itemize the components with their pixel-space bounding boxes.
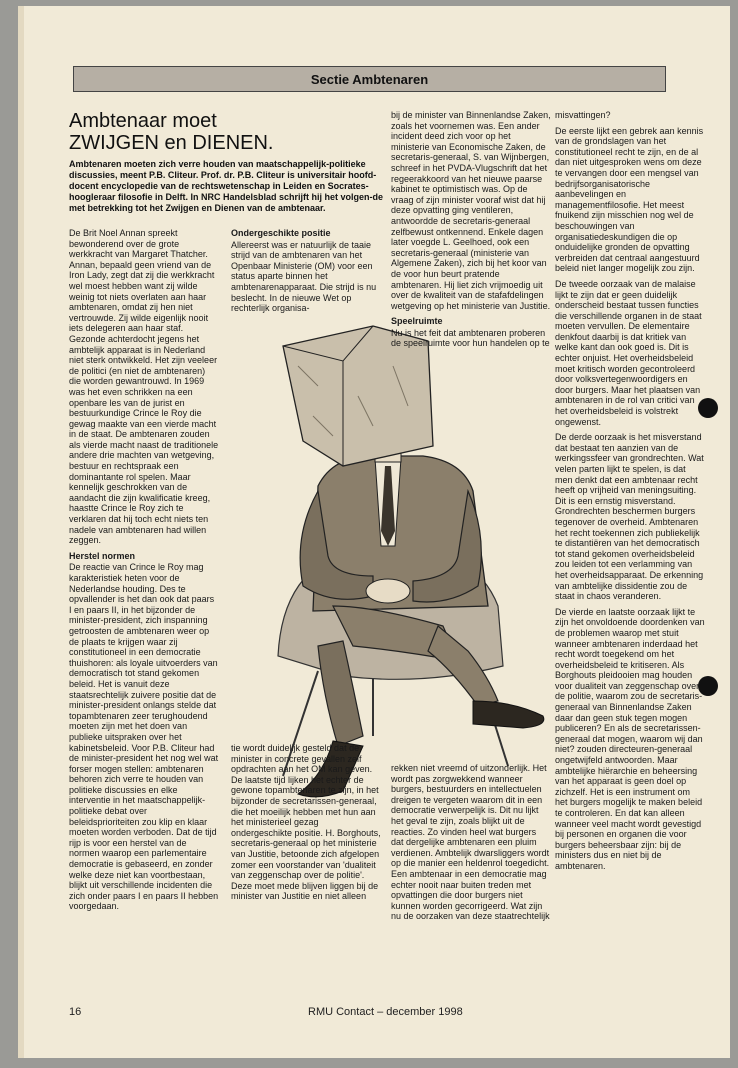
paragraph: De derde oorzaak is het misverstand dat bestaat ten aanzien van de werkingssfeer van grondrechten. Wat velen parten lijkt te spelen, is dat men denkt dat een ambtenaar recht heeft op vrijheid van meningsuiting. Dit is een ernstig misverstand. Grondrechten beschermen burgers tegenover de overheid. Ambtenaren het recht toekennen zich publiekelijk te distantiëren van het democratisch tot stand gekomen overheidsbeleid zou leiden tot een verlamming van het overheidsapparaat. De erkenning van ambtelijke dissidentie zou de staat in chaos veranderen. bbox=[555, 432, 704, 602]
paragraph: De reactie van Crince le Roy mag karakteristiek heten voor de Nederlandse houding. Des te opvallender is het dan ook dat paars I en paars II, in het bijzonder de minister-president, zich inspanning getroosten de ambtenaren weer op de plaats te krijgen waar zij constitutioneel in een democratie thuishoren: als loyale uitvoerders van democratisch tot stand gekomen beleid. Het is vanuit deze staatsrechtelijk zuivere positie dat de minister-president onlangs stelde dat topambtenaren zeer terughoudend moeten zijn met het doen van publieke uitspraken over het kabinetsbeleid. Voor P.B. Cliteur had de minister-president het nog wel wat forser mogen stellen: ambtenaren behoren zich verre te houden van politieke discussies en elke interventie in het maatschappelijk-politieke debat over beleidsprioriteiten zou klip en klaar moeten worden verboden. Dat de tijd rijp is voor een herstel van de normen waarop een parlementaire democratie is gebaseerd, en zonder welke deze niet kan voortbestaan, blijkt uit verschillende incidenten die zich onder paars I en paars II hebben voorgedaan. bbox=[69, 562, 219, 912]
paragraph: De vierde en laatste oorzaak lijkt te zijn het onvoldoende doordenken van de problemen waarop met stuit wanneer ambtenaren inderdaad het recht wordt toegekend om het overheidsbeleid te kritiseren. Als Borghouts pleidooien mag houden voor dualiteit van zeggenschap over de politie, waarom zou de secretaris-generaal van Binnenlandse Zaken daar dan geen stuk tegen mogen publiceren? En als de secretarissen-generaal dat mogen, waarom wij dan niet? zouden directeuren-generaal ongetwijfeld antwoorden. Maar ambtelijke hiërarchie en beheersing van het apparaat is geen doel op zichzelf. Het is een instrument om het burgers mogelijk te maken beleid te controleren. En dat kan alleen wanneer veel macht wordt gevestigd bij personen en organen die voor burgers beheersbaar zijn: bij de ministers dus en niet bij de ambtenaren. bbox=[555, 606, 705, 871]
page-number: 16 bbox=[69, 1006, 82, 1018]
section-title: Sectie Ambtenaren bbox=[310, 71, 429, 87]
paragraph: tie wordt duidelijk gesteld dat de minister in concrete gevallen zelf opdrachten aan het OM kan geven. De laatste tijd lijken het echter de gewone topambtenaren te zijn, in het bijzonder de secretarissen-generaal, die het moeilijk hebben met hun aan het ministerieel gezag ondergeschikte positie. H. Borghouts, secretaris-generaal op het ministerie van Justitie, betoonde zich afgelopen zomer een voorstander van 'dualiteit van zeggenschap over de politie'. Deze moet mede blijven liggen bij de minister van Justitie en niet alleen bbox=[231, 743, 381, 902]
paragraph: Nu is het feit dat ambtenaren proberen de speelruimte voor hun handelen op te bbox=[391, 327, 550, 349]
magazine-page bbox=[18, 6, 730, 1058]
section-banner bbox=[73, 66, 666, 92]
subheading: Speelruimte bbox=[391, 316, 443, 327]
illustration-man-with-paper-bag bbox=[223, 306, 553, 806]
paragraph: rekken niet vreemd of uitzonderlijk. Het wordt pas zorgwekkend wanneer burgers, bestuurders en intellectuelen dreigen te vergeten waarom dit in een democratie verwerpelijk is. Dit nu lijkt het geval te zijn, zoals blijkt uit de reacties. Zo vinden heel wat burgers dat dergelijke ambtenaren een pluim verdienen. Ambtelijk dwarsliggers wordt op die manier een heldenrol toegedicht. Een ambtenaar in een democratie mag echter nooit naar buiten treden met opvattingen die door burgers niet kunnen worden gecorrigeerd. Wat zijn nu de oorzaken van deze staatrechtelijk bbox=[391, 763, 550, 922]
publication-footer: RMU Contact – december 1998 bbox=[308, 1006, 463, 1018]
paragraph: De eerste lijkt een gebrek aan kennis van de grondslagen van het constitutioneel recht te zijn, en de al dan niet uitgesproken wens om deze te vervangen door een mengsel van bedrijfsorganisatorische aanbevelingen en managementfilosofie. Het meest fnuikend zijn misschien nog wel de beschouwingen van organisatiedeskundigen die op onduidelijke gronden de opvatting verbreiden dat centraal aangestuurd beleid niet langer mogelijk zou zijn. bbox=[555, 125, 704, 274]
subheading: Ondergeschikte positie bbox=[231, 228, 331, 238]
paragraph: Allereerst was er natuurlijk de taaie strijd van de ambtenaren van het Openbaar Ministerie (OM) voor een status aparte binnen het ambtenarenapparaat. Die strijd is nu beslecht. In de nieuwe Wet op rechterlijk organisa- bbox=[231, 239, 377, 314]
paragraph: De tweede oorzaak van de malaise lijkt te zijn dat er geen duidelijk onderscheid bestaat tussen functies die verschillende organen in de staat moeten vervullen. De elementaire denkfout daarbij is dat kritiek van welke kant dan ook goed is. Dit is echter onjuist. Het overheidsbeleid moet kritisch worden gecontroleerd door volksvertegenwoordigers en door burgers. Maar het plaatsen van ambtenaren in de rol van critici van het overheidsbeleid is volstrekt ongewenst. bbox=[555, 278, 702, 427]
page-edge bbox=[18, 6, 24, 1058]
paragraph: De Brit Noel Annan spreekt bewonderend over de grote werkkracht van Margaret Thatcher. Annan, bepaald geen vriend van de Iron Lady, zegt dat zij die werkkracht wel moest hebben want zij wilde weinig tot niets overlaten aan haar ambtenaren, omdat zij hen niet vertrouwde. Zij wilde eigenlijk nooit iets delegeren aan haar staf. Gezonde achterdocht jegens het ambtelijk apparaat is in Nederland niet sterk ontwikkeld. Het zijn veeleer de politici (en niet de ambtenaren) die worden gewantrouwd. In 1969 was het even schrikken na een openbare les van de jurist en bestuurkundige Crince le Roy die gewag maakte van een vierde macht in de staat. De ambtenaren zouden als vierde macht naast de traditionele andere drie machten van wetgeving, bestuur en rechtspraak een dominantante rol spelen. Maar kennelijk geschrokken van de aandacht die zijn kwalificatie kreeg, haastte Crince le Roy zich te verklaren dat hij toch echt niets ten nadele van ambtenaren had willen zeggen. bbox=[69, 228, 219, 546]
subheading: Herstel normen bbox=[69, 550, 136, 561]
column-1 bbox=[69, 228, 219, 917]
column-3-continued bbox=[391, 763, 551, 927]
title-line-2: ZWIJGEN en DIENEN. bbox=[69, 132, 274, 154]
article-title bbox=[69, 110, 389, 154]
column-4 bbox=[555, 110, 705, 877]
paragraph: bij de minister van Binnenlandse Zaken, zoals het voornemen was. Een ander incident deed zich voor op het ministerie van Economische Zaken, de secretaris-generaal, S. van Wijnbergen, schreef in het PVDA-Vlugschrift dat het regeerakkoord van het nieuwe paarse kabinet te optimistisch was. Op de vraag of zijn minister vooraf wist dat hij deze opvatting ging ventileren, antwoordde de secretaris-generaal zelfbewust ontkennend. Enkele dagen later voegde L. Geelhoed, ook een secretaris-generaal (ministerie van Algemene Zaken), zich bij het koor van de voor hun beurt pratende ambtenaren. Hij liet zich vrijmoedig uit over de kwaliteit van de stafafdelingen wetgeving op het ministerie van Justitie. bbox=[391, 110, 551, 311]
column-3 bbox=[391, 110, 551, 354]
column-2-continued bbox=[231, 743, 381, 907]
paragraph: misvattingen? bbox=[555, 110, 611, 120]
article-intro: Ambtenaren moeten zich verre houden van maatschappelijk-politieke discussies, meent P.B. Cliteur. Prof. dr. P.B. Cliteur is universitair hoofd-docent encyclopedie van de rechtswetenschap in Leiden en Socrates-hoogleraar filosofie in Delft. In NRC Handelsblad schrijft hij het volgen-de met betrekking tot het Zwijgen en Dienen van de ambtenaar. bbox=[69, 159, 384, 213]
title-line-1: Ambtenaar moet bbox=[69, 110, 217, 132]
